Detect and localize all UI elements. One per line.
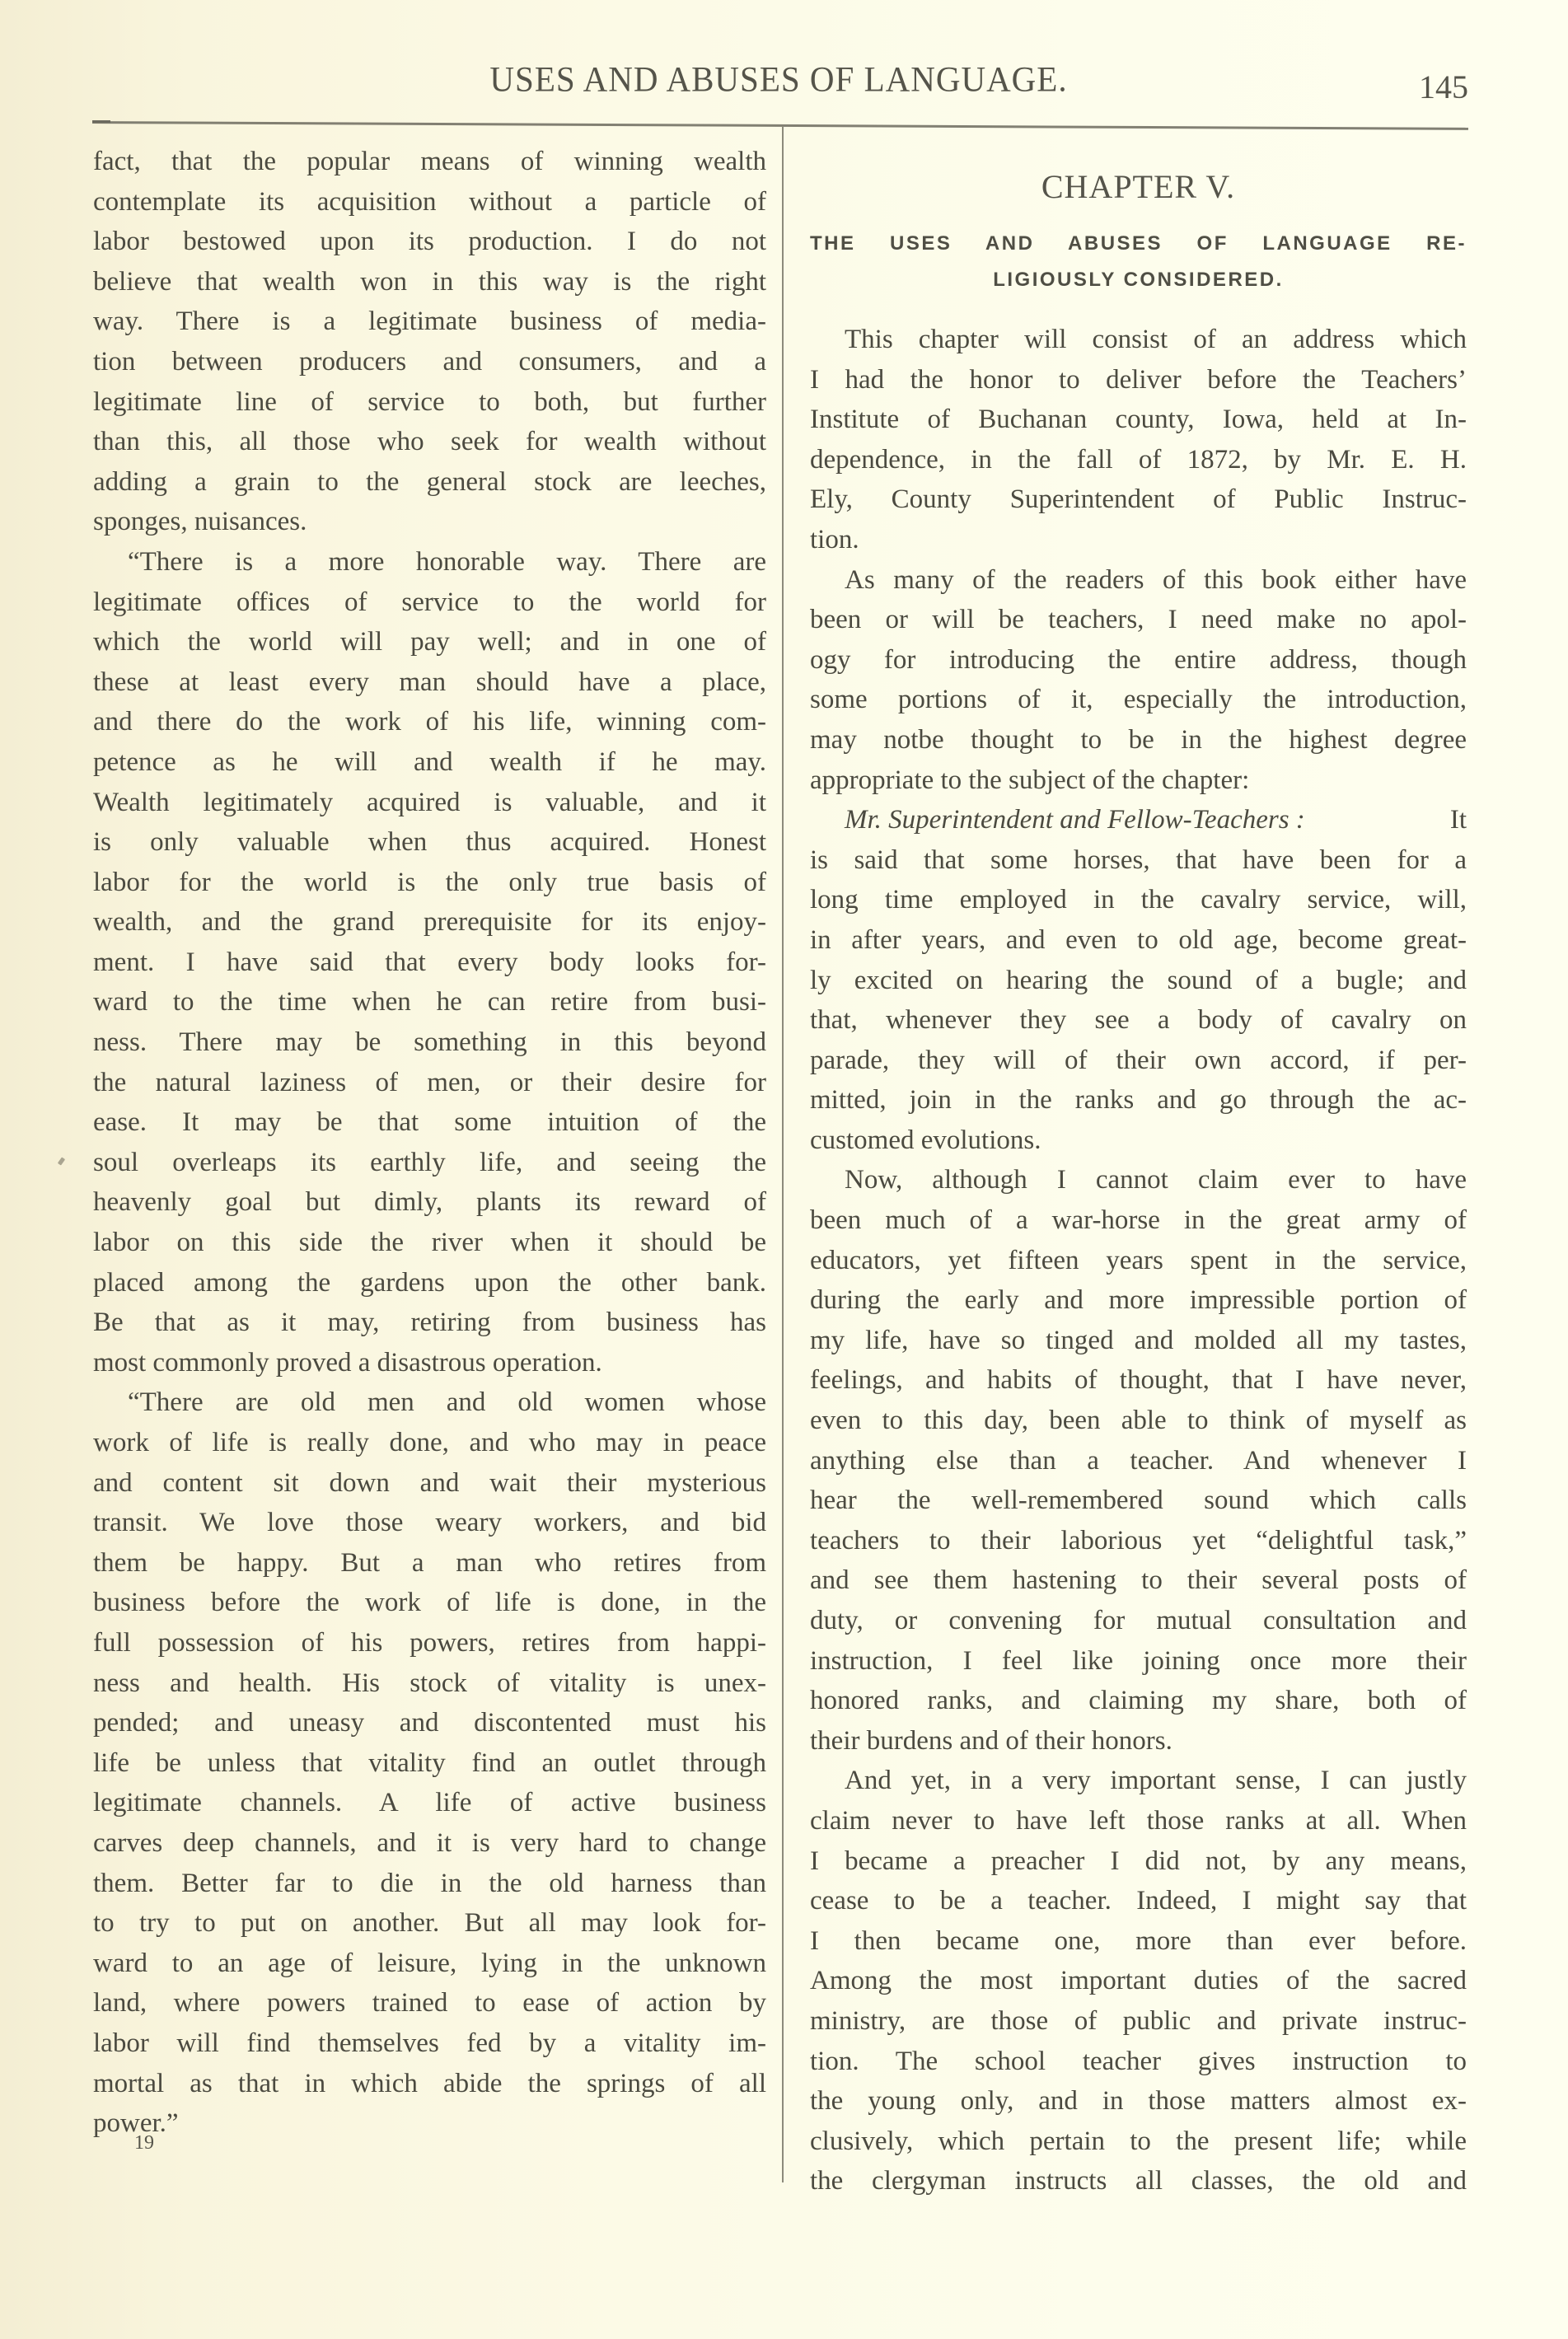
text-line: instruction, I feel like joining once more their (810, 1645, 1467, 1676)
text-line: and there do the work of his life, winning com- (93, 707, 766, 737)
text-line: feelings, and habits of thought, that I have never, (810, 1365, 1467, 1396)
text-line: Wealth legitimately acquired is valuable, and it (93, 787, 766, 817)
text-line: ness and health. His stock of vitality is unex- (93, 1668, 766, 1698)
text-line: than this, all those who seek for wealth without (93, 427, 766, 457)
text-line: ease. It may be that some intuition of the (93, 1107, 766, 1138)
salutation-continuation: It (1449, 805, 1467, 835)
text-line: in after years, and even to old age, become great- (810, 924, 1467, 955)
text-line: ward to the time when he can retire from busi- (93, 987, 766, 1017)
text-line: is said that some horses, that have been for a (810, 844, 1467, 875)
text-line: these at least every man should have a place, (93, 667, 766, 697)
text-line: pended; and uneasy and discontented must his (93, 1708, 766, 1738)
salutation-italic: Mr. Superintendent and Fellow-Teachers : (845, 805, 1305, 835)
text-line: labor on this side the river when it should be (93, 1228, 766, 1258)
text-line: labor will find themselves fed by a vitality im- (93, 2028, 766, 2058)
text-line: life be unless that vitality find an outlet through (93, 1747, 766, 1778)
text-line: most commonly proved a disastrous operation. (93, 1347, 602, 1378)
text-line: legitimate channels. A life of active business (93, 1788, 766, 1818)
text-line: claim never to have left those ranks at all. When (810, 1805, 1467, 1836)
text-line: some portions of it, especially the introduction, (810, 685, 1467, 715)
text-line: hear the well-remembered sound which calls (810, 1485, 1467, 1516)
text-line: I then became one, more than ever before. (810, 1925, 1467, 1956)
text-line: transit. We love those weary workers, and bid (93, 1508, 766, 1538)
text-line: full possession of his powers, retires from happi- (93, 1627, 766, 1658)
text-line: power.” (93, 2108, 179, 2139)
text-line: to try to put on another. But all may look for- (93, 1908, 766, 1939)
left-column (93, 142, 766, 2144)
text-line: mortal as that in which abide the springs of all (93, 2068, 766, 2098)
text-line: carves deep channels, and it is very hard to change (93, 1827, 766, 1858)
text-line: sponges, nuisances. (93, 507, 307, 537)
chapter-subtitle-line-1: THE USES AND ABUSES OF LANGUAGE RE- (810, 232, 1467, 255)
chapter-title: CHAPTER V. (1041, 168, 1236, 205)
text-line: legitimate offices of service to the world for (93, 587, 766, 617)
text-line: mitted, join in the ranks and go through the ac- (810, 1085, 1467, 1116)
right-column (810, 142, 1467, 2201)
text-line: wealth, and the grand prerequisite for its enjoy- (93, 907, 766, 938)
text-line: their burdens and of their honors. (810, 1725, 1172, 1756)
text-line: legitimate line of service to both, but further (93, 386, 766, 417)
text-line: adding a grain to the general stock are leeches, (93, 466, 766, 497)
paragraph-start-line: As many of the readers of this book either have (845, 564, 1467, 595)
text-line: business before the work of life is done, in the (93, 1588, 766, 1618)
header-rule (92, 121, 1468, 130)
spacer (810, 298, 1467, 320)
text-line: and content sit down and wait their mysterious (93, 1467, 766, 1498)
text-line: ward to an age of leisure, lying in the unknown (93, 1948, 766, 1978)
text-line: way. There is a legitimate business of media- (93, 306, 766, 337)
text-line: tion between producers and consumers, and a (93, 346, 766, 377)
text-line: cease to be a teacher. Indeed, I might say that (810, 1886, 1467, 1916)
text-line: heavenly goal but dimly, plants its reward of (93, 1187, 766, 1218)
text-line: ment. I have said that every body looks for- (93, 947, 766, 977)
text-line: even to this day, been able to think of myself as (810, 1406, 1467, 1436)
text-line: been much of a war-horse in the great army of (810, 1205, 1467, 1236)
text-line: Among the most important duties of the sacred (810, 1966, 1467, 1996)
text-line: Institute of Buchanan county, Iowa, held at In- (810, 405, 1467, 435)
text-line: Ely, County Superintendent of Public Instruc- (810, 484, 1467, 515)
text-line: is only valuable when thus acquired. Honest (93, 827, 766, 858)
text-line: duty, or convening for mutual consultation and (810, 1606, 1467, 1635)
text-line: the natural laziness of men, or their desire for (93, 1067, 766, 1097)
text-line: educators, yet fifteen years spent in the service, (810, 1245, 1467, 1275)
text-line: tion. (810, 524, 859, 554)
text-line: clusively, which pertain to the present life; while (810, 2126, 1467, 2156)
page-number: 145 (1419, 68, 1468, 105)
text-line: which the world will pay well; and in one of (93, 627, 766, 657)
text-line: them be happy. But a man who retires from (93, 1547, 766, 1578)
text-line: ness. There may be something in this beyond (93, 1027, 766, 1058)
text-line: ministry, are those of public and private instruc- (810, 2005, 1467, 2036)
text-line: placed among the gardens upon the other bank. (93, 1267, 766, 1298)
text-line: long time employed in the cavalry service, will, (810, 885, 1467, 915)
column-divider (782, 127, 784, 2182)
text-line: land, where powers trained to ease of action by (93, 1988, 766, 2019)
text-line: ly excited on hearing the sound of a bugle; and (810, 965, 1467, 995)
text-line: teachers to their laborious yet “delightful task,” (810, 1525, 1467, 1555)
text-line: labor bestowed upon its production. I do not (93, 227, 766, 257)
text-line: parade, they will of their own accord, if per- (810, 1045, 1467, 1075)
chapter-subtitle-line-2: LIGIOUSLY CONSIDERED. (993, 269, 1284, 291)
text-line: my life, have so tinged and molded all my tastes, (810, 1325, 1467, 1355)
text-line: the clergyman instructs all classes, the old and (810, 2166, 1467, 2196)
signature-mark: 19 (134, 2132, 154, 2154)
text-line: I had the honor to deliver before the Teachers’ (810, 364, 1467, 395)
text-line: contemplate its acquisition without a particle of (93, 186, 766, 217)
salutation-line (810, 800, 1467, 840)
paragraph-start-line: And yet, in a very important sense, I can justly (845, 1766, 1467, 1796)
text-line: tion. The school teacher gives instruction to (810, 2046, 1467, 2076)
text-line: appropriate to the subject of the chapter: (810, 765, 1250, 795)
text-line: Be that as it may, retiring from business has (93, 1308, 766, 1338)
text-line: ogy for introducing the entire address, though (810, 644, 1467, 675)
text-line: I became a preacher I did not, by any means, (810, 1845, 1467, 1876)
text-line: during the early and more impressible portion of (810, 1285, 1467, 1316)
text-line: dependence, in the fall of 1872, by Mr. E. H. (810, 444, 1467, 475)
text-line: fact, that the popular means of winning wealth (93, 147, 766, 176)
paragraph-start-line: Now, although I cannot claim ever to have (845, 1165, 1467, 1195)
text-line: that, whenever they see a body of cavalry on (810, 1005, 1467, 1036)
text-line: believe that wealth won in this way is the right (93, 266, 766, 297)
text-line: the young only, and in those matters almost ex- (810, 2086, 1467, 2117)
paragraph-start-line: “There is a more honorable way. There are (128, 546, 766, 577)
text-line: petence as he will and wealth if he may. (93, 746, 766, 777)
text-line: may notbe thought to be in the highest degree (810, 724, 1467, 755)
paragraph-start-line: This chapter will consist of an address which (845, 325, 1467, 354)
paragraph-start-line: “There are old men and old women whose (128, 1387, 766, 1418)
running-head-title: USES AND ABUSES OF LANGUAGE. (489, 58, 1068, 100)
text-line: labor for the world is the only true basis of (93, 867, 766, 897)
text-line: soul overleaps its earthly life, and seeing the (93, 1147, 766, 1177)
text-line: them. Better far to die in the old harness than (93, 1868, 766, 1898)
text-line: been or will be teachers, I need make no apol- (810, 605, 1467, 635)
text-line: work of life is really done, and who may in peace (93, 1428, 766, 1457)
margin-blemish (58, 1157, 65, 1165)
text-line: anything else than a teacher. And whenever I (810, 1445, 1467, 1476)
text-line: honored ranks, and claiming my share, both of (810, 1686, 1467, 1716)
text-line: and see them hastening to their several posts of (810, 1565, 1467, 1596)
text-line: customed evolutions. (810, 1125, 1041, 1155)
